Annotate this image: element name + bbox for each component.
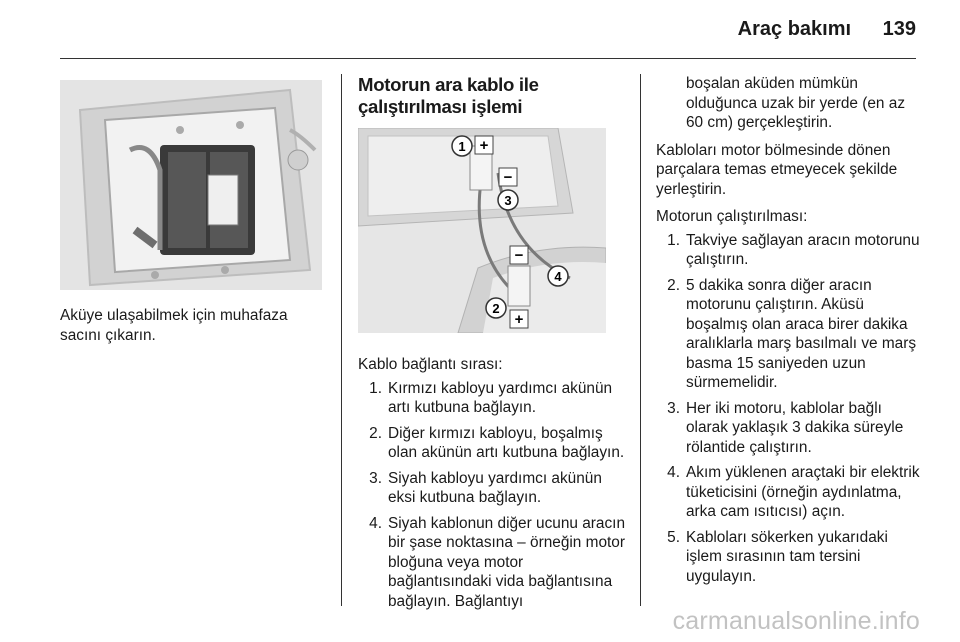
column-middle bbox=[358, 74, 626, 617]
list-item: 4. Siyah kablonun diğer ucunu aracın bir şase noktasına – örneğin motor bloğuna veya motor bağlantısındaki vida bağlantısına bağlayın. Bağlantıyı bbox=[369, 514, 626, 610]
column-right bbox=[656, 74, 924, 592]
connection-steps bbox=[358, 379, 626, 612]
label-4: 4 bbox=[554, 269, 562, 284]
sequence-title: Kablo bağlantı sırası: bbox=[358, 356, 503, 373]
list-item: 1. Takviye sağlayan aracın motorunu çalıştırın. bbox=[667, 231, 920, 268]
jump-start-figure bbox=[358, 128, 606, 333]
continued-text: boşalan aküden mümkün olduğunca uzak bir yerde (en az 60 cm) gerçekleştirin. bbox=[686, 75, 906, 131]
watermark: carmanualsonline.info bbox=[672, 607, 920, 635]
list-item: 1. Kırmızı kabloyu yardımcı akünün artı kutbuna bağlayın. bbox=[369, 379, 613, 416]
column-left bbox=[60, 80, 322, 345]
figure-caption: Aküye ulaşabilmek için muhafaza sacını çıkarın. bbox=[60, 307, 288, 344]
list-item: 4. Akım yüklenen araçtaki bir elektrik tüketicisini (örneğin aydınlatma, arka cam ısıtıcısı) açın. bbox=[667, 464, 920, 520]
list-item: 2. 5 dakika sonra diğer aracın motorunu çalıştırın. Aküsü boşalmış olan araca birer dakika aralıklarla marş basılmalı ve marş basma 15 saniyeden uzun sürmemelidir. bbox=[667, 276, 917, 391]
section-heading: Motorun ara kablo ile çalıştırılması işlemi bbox=[358, 74, 539, 117]
label-plus-2: + bbox=[514, 311, 524, 328]
section-title: Araç bakımı bbox=[737, 18, 852, 40]
label-1: 1 bbox=[458, 139, 466, 154]
header-rule bbox=[60, 58, 916, 59]
label-3: 3 bbox=[504, 193, 512, 208]
label-minus-1: − bbox=[503, 169, 513, 186]
list-item: 3. Siyah kabloyu yardımcı akünün eksi kutbuna bağlayın. bbox=[369, 469, 602, 506]
starting-steps bbox=[656, 231, 924, 587]
page-number: 139 bbox=[882, 18, 916, 40]
label-2: 2 bbox=[492, 301, 500, 316]
column-divider-2 bbox=[640, 74, 641, 606]
paragraph: Motorun çalıştırılması: bbox=[656, 208, 808, 225]
column-divider-1 bbox=[341, 74, 342, 606]
page-header bbox=[738, 18, 916, 41]
paragraph: Kabloları motor bölmesinde dönen parçalara temas etmeyecek şekilde yerleştirin. bbox=[656, 141, 898, 198]
battery-compartment-figure bbox=[60, 80, 322, 290]
list-item: 5. Kabloları sökerken yukarıdaki işlem sırasının tam tersini uygulayın. bbox=[667, 528, 888, 585]
list-item: 2. Diğer kırmızı kabloyu, boşalmış olan akünün artı kutbuna bağlayın. bbox=[369, 424, 625, 461]
label-plus-1: + bbox=[479, 137, 489, 154]
label-minus-2: − bbox=[514, 247, 524, 264]
list-item: 3. Her iki motoru, kablolar bağlı olarak yaklaşık 3 dakika süreyle rölantide çalıştırın. bbox=[667, 399, 904, 456]
